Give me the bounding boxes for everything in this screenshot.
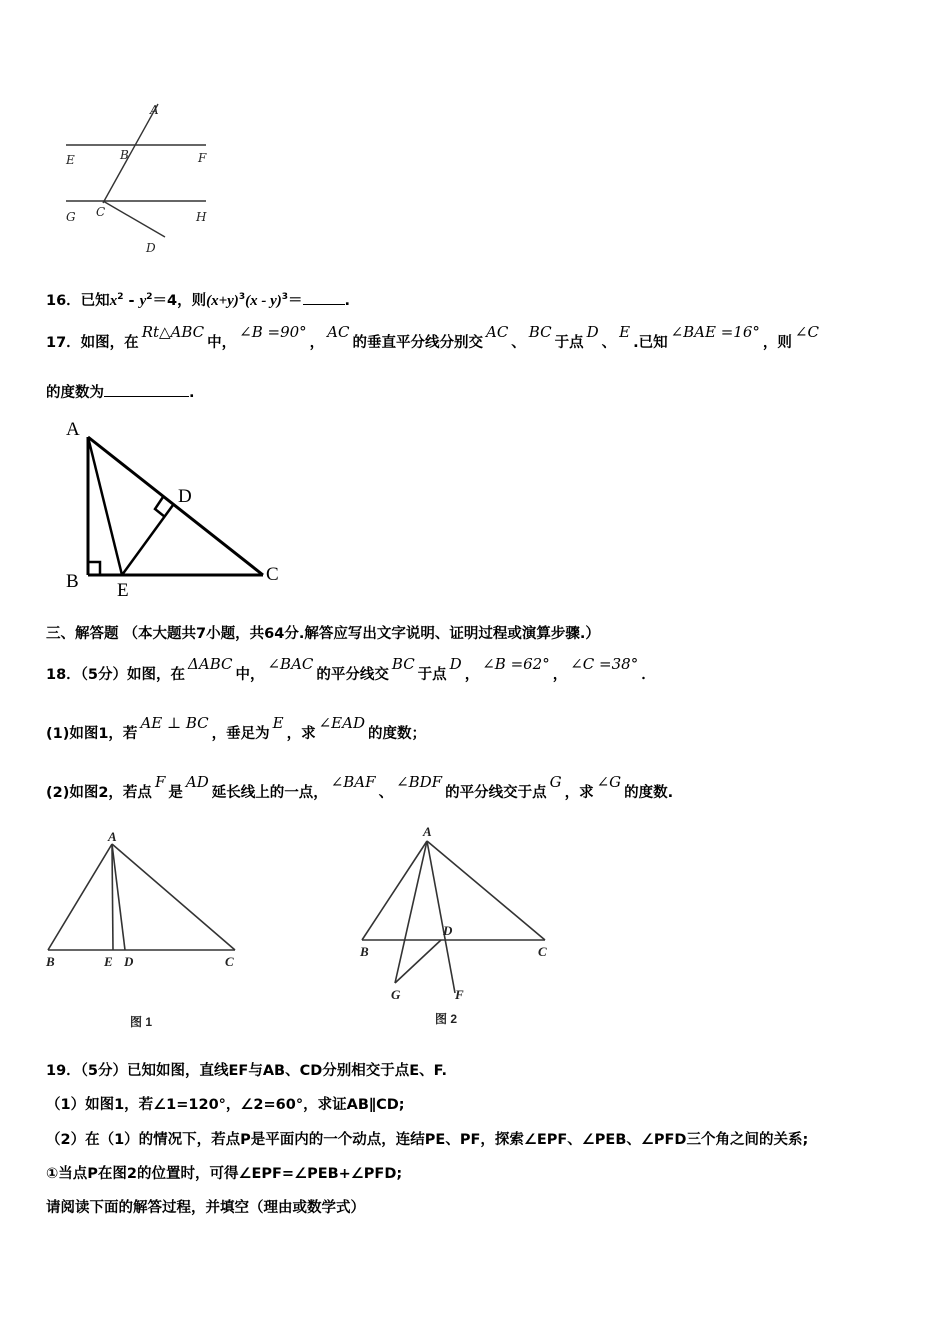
question-19-line5 xyxy=(46,1198,365,1218)
q17-text: 、 xyxy=(511,335,526,351)
question-17 xyxy=(46,323,822,353)
q18-figure-1 xyxy=(40,828,250,1033)
question-17-line2 xyxy=(46,382,195,403)
q19-text: ①当点P在图2的位置时，可得∠EPF=∠PEB+∠PFD; xyxy=(46,1166,403,1182)
q17-math: ∠B =90° xyxy=(239,323,307,341)
q18-text: ， xyxy=(464,667,480,683)
q18-text: 延长线上的一点， xyxy=(211,785,328,801)
q17-math: E xyxy=(619,323,631,341)
right-triangle-figure xyxy=(60,415,300,605)
q18-text: 的度数； xyxy=(367,726,426,742)
q18-text: ，求 xyxy=(564,785,594,801)
q16-minus: - xyxy=(123,292,140,309)
q17-math: D xyxy=(586,323,599,341)
q17-math: BC xyxy=(528,323,552,341)
right-angle-mark-b xyxy=(88,562,100,575)
q19-text: 请阅读下面的解答过程，并填空（理由或数学式） xyxy=(46,1200,365,1216)
q18-math: G xyxy=(549,773,562,791)
q18-math: ∠BAC xyxy=(267,655,314,673)
figure-caption: 图 2 xyxy=(435,1012,458,1026)
side-ac xyxy=(112,844,235,950)
q17-text: 、 xyxy=(601,335,617,351)
q18-math: ∠B =62° xyxy=(482,655,550,673)
q18-text: 、 xyxy=(378,785,394,801)
q17-text: ， xyxy=(309,335,325,351)
q16-sup: 3 xyxy=(281,292,288,302)
q19-text: （1）如图1，若∠1=120°，∠2=60°，求证AB∥CD; xyxy=(46,1097,405,1113)
q17-math: ∠BAE =16° xyxy=(670,323,760,341)
q18-math: AE ⊥ BC xyxy=(140,714,209,732)
q18-text: ． xyxy=(641,667,656,683)
q17-math: ∠C xyxy=(794,323,819,341)
label-g: G xyxy=(391,987,401,1002)
label-b: B xyxy=(46,954,55,969)
q19-text: （2）在（1）的情况下，若点P是平面内的一个动点，连结PE、PF，探索∠EPF、∠PEB、∠PFD三个角之间的关系; xyxy=(46,1132,809,1148)
q16-x: x xyxy=(109,292,118,309)
q18-math: ∠BDF xyxy=(396,773,443,791)
q18-math: ∠C =38° xyxy=(570,655,639,673)
altitude-ae xyxy=(112,844,113,950)
q18-p1-prefix: (1)如图1，若 xyxy=(46,726,138,742)
question-19-line3 xyxy=(46,1130,808,1150)
q16-eq2: ＝ xyxy=(288,292,303,309)
q18-math: BC xyxy=(391,655,415,673)
q16-end: . xyxy=(344,292,351,309)
right-angle-mark-d xyxy=(155,497,165,517)
label-b: B xyxy=(360,944,369,959)
label-c: C xyxy=(266,564,279,585)
label-d: D xyxy=(146,241,156,255)
q16-eq: ＝4，则 xyxy=(152,292,207,309)
q18-math: F xyxy=(154,773,166,791)
label-h: H xyxy=(196,210,207,224)
bisector-dg xyxy=(395,940,441,983)
label-a: A xyxy=(150,103,159,117)
q18-math: ∠BAF xyxy=(330,773,376,791)
question-16 xyxy=(46,287,350,311)
q18-prefix: 18．（5分）如图，在 xyxy=(46,667,186,683)
q17-line2: 的度数为 xyxy=(46,385,104,401)
q18-figure-2 xyxy=(355,823,565,1033)
label-c: C xyxy=(96,205,106,219)
side-ab xyxy=(362,841,427,940)
q18-math: E xyxy=(272,714,284,732)
q16-xy-plus: (x+y) xyxy=(206,292,239,309)
label-f: F xyxy=(198,151,207,165)
q18-math: AD xyxy=(185,773,209,791)
q18-text: ，垂足为 xyxy=(211,726,270,742)
q17-text: ，则 xyxy=(762,335,792,351)
q17-text: 的垂直平分线分别交 xyxy=(352,335,483,351)
q18-math: ∠EAD xyxy=(318,714,365,732)
q17-prefix: 17．如图，在 xyxy=(46,335,139,351)
q18-text: 的平分线交于点 xyxy=(445,785,547,801)
q16-xy-minus: (x - y) xyxy=(245,292,282,309)
q16-prefix: 16．已知 xyxy=(46,292,110,309)
q18-text: ，求 xyxy=(286,726,316,742)
q18-text: ， xyxy=(552,667,568,683)
label-e: E xyxy=(117,580,129,601)
q18-math: ∠G xyxy=(596,773,622,791)
segment-ae xyxy=(88,437,122,575)
q17-text: 于点 xyxy=(554,335,584,351)
q17-text: .已知 xyxy=(633,335,668,351)
label-d: D xyxy=(178,486,192,507)
parallel-lines-figure xyxy=(58,100,218,265)
answer-blank[interactable] xyxy=(104,382,189,397)
segment-de xyxy=(122,505,173,575)
q18-text: 于点 xyxy=(417,667,447,683)
side-ac xyxy=(88,437,263,575)
q18-text: 的度数. xyxy=(624,785,674,801)
bisector-ad xyxy=(112,844,125,950)
q18-math: ΔABC xyxy=(188,655,233,673)
q17-math: AC xyxy=(485,323,509,341)
section-3-header xyxy=(46,624,600,644)
question-19-line4 xyxy=(46,1164,402,1184)
label-e: E xyxy=(104,954,113,969)
q18-text: 的平分线交 xyxy=(316,667,389,683)
side-ab xyxy=(48,844,112,950)
question-19-line1 xyxy=(46,1061,447,1081)
question-19-line2 xyxy=(46,1095,405,1115)
label-d: D xyxy=(124,954,134,969)
transversal-ac xyxy=(103,104,158,203)
line-af xyxy=(427,841,455,993)
label-c: C xyxy=(225,954,234,969)
q16-sup: 2 xyxy=(117,292,124,302)
section-3-text: 三、解答题 （本大题共7小题，共64分.解答应写出文字说明、证明过程或演算步骤.） xyxy=(46,626,600,642)
q18-math: D xyxy=(449,655,462,673)
q16-sup: 2 xyxy=(146,292,153,302)
label-b: B xyxy=(66,571,79,592)
label-e: E xyxy=(66,153,75,167)
label-a: A xyxy=(423,824,432,839)
q18-text: 是 xyxy=(168,785,183,801)
question-18-part1 xyxy=(46,714,426,744)
q17-end: . xyxy=(189,385,195,401)
label-a: A xyxy=(108,829,117,844)
label-g: G xyxy=(66,210,76,224)
label-a: A xyxy=(66,419,80,440)
q18-p2-prefix: (2)如图2，若点 xyxy=(46,785,152,801)
answer-blank[interactable] xyxy=(303,290,345,305)
ray-cd xyxy=(103,201,165,237)
q19-text: 19．（5分）已知如图，直线EF与AB、CD分别相交于点E、F. xyxy=(46,1063,447,1079)
q17-math: AC xyxy=(327,323,350,341)
q17-math: Rt△ABC xyxy=(141,323,205,341)
bisector-ag xyxy=(395,841,427,983)
label-f: F xyxy=(455,987,464,1002)
q16-y: y xyxy=(139,292,147,309)
question-18-part2 xyxy=(46,773,674,803)
q17-text: 中， xyxy=(207,335,237,351)
question-18 xyxy=(46,655,656,685)
label-c: C xyxy=(538,944,547,959)
figure-caption: 图 1 xyxy=(130,1015,153,1029)
label-d: D xyxy=(443,923,453,938)
q16-sup: 3 xyxy=(238,292,246,302)
label-b: B xyxy=(120,148,129,162)
q18-text: 中， xyxy=(235,667,265,683)
